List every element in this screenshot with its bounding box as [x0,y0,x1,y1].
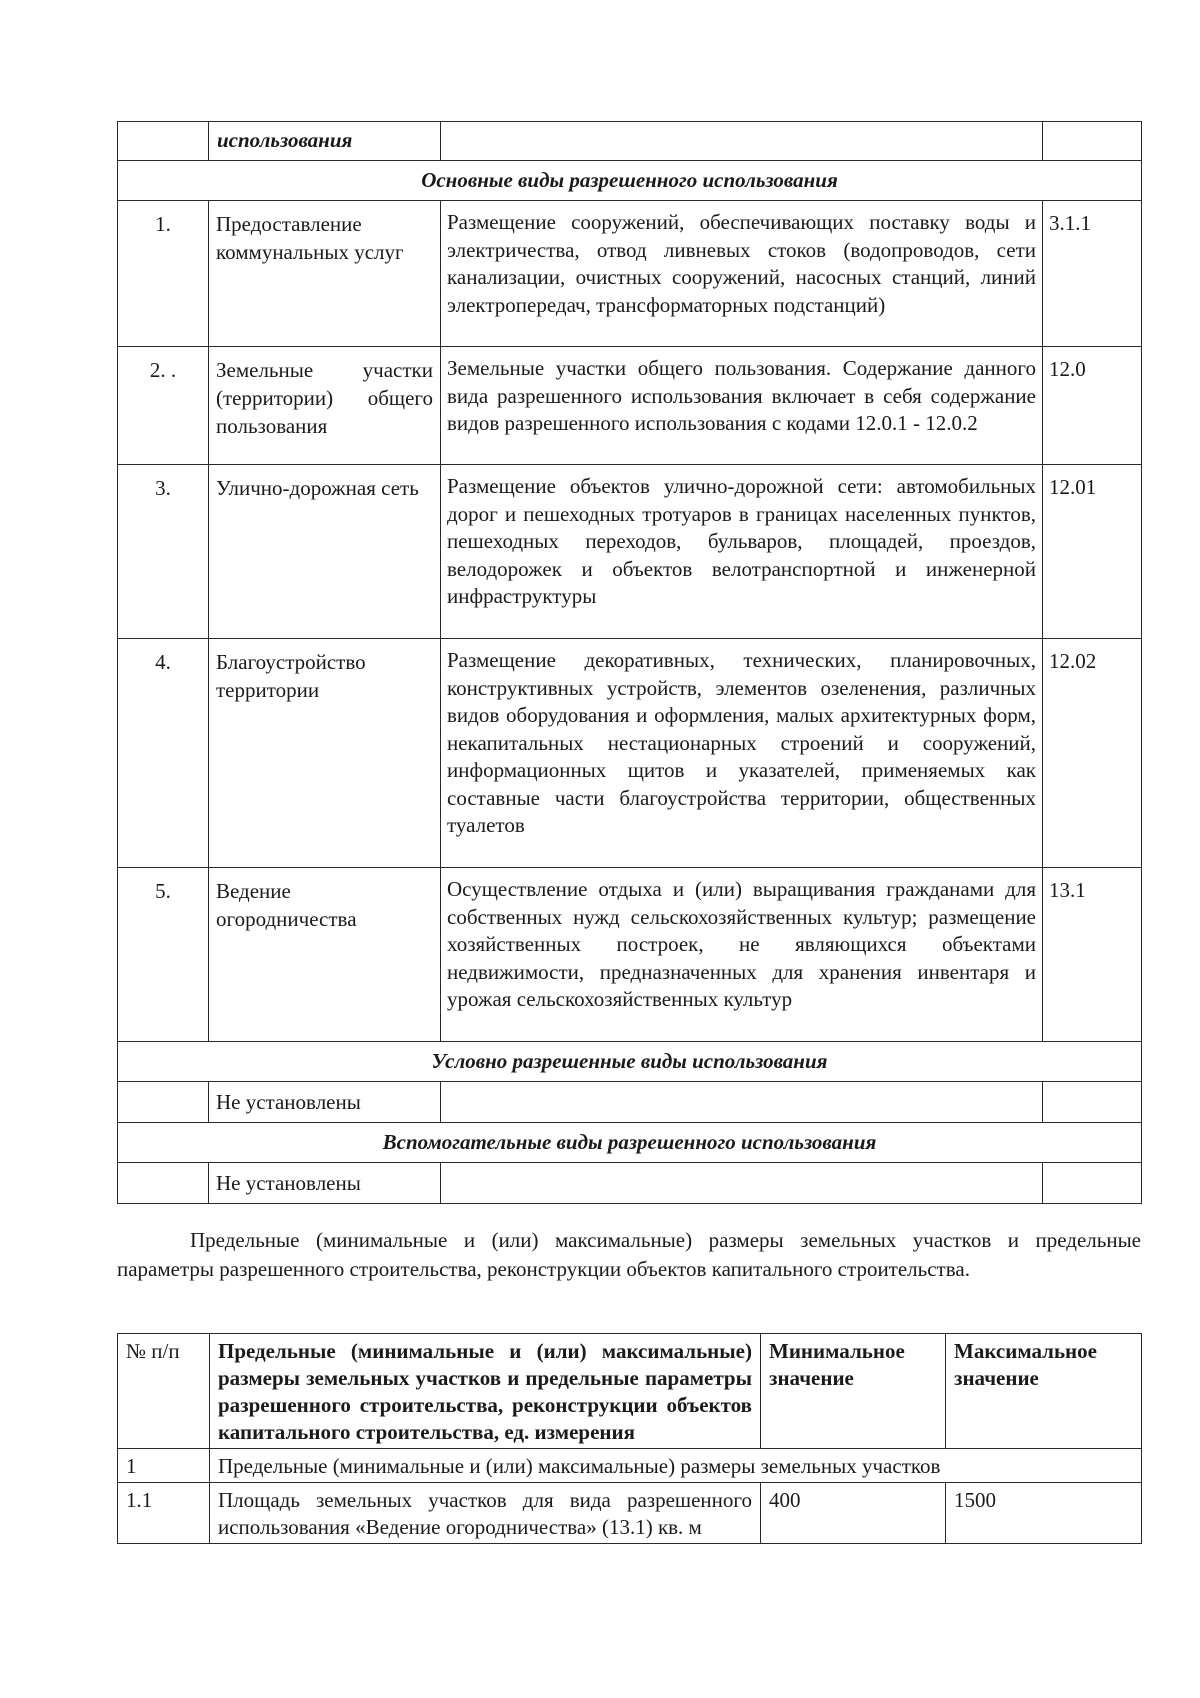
table-row [118,1082,1142,1123]
row-code [1043,1082,1142,1123]
row-name: Не установлены [209,1163,441,1204]
section-title-auxiliary: Вспомогательные виды разрешенного использования [118,1123,1142,1163]
permitted-use-table [117,121,1142,1204]
table-row [118,201,1142,347]
group-row [118,1449,1142,1483]
table-row [118,465,1142,639]
limits-table [117,1333,1142,1544]
row-code [1043,1163,1142,1204]
header-cell-name: использования [209,122,441,161]
row-description: Размещение декоративных, технических, планировочных, конструктивных устройств, элементов озеленения, различных видов оборудования и оформления, малых архитектурных форм, некапитальных нестационарных строений и сооружений, информационных щитов и указателей, применяемых как составные части благоустройства территории, общественных туалетов [441,639,1043,868]
row-name: Земельные участки (территории) общего пользования [209,347,441,465]
header-cell-param: Предельные (минимальные и (или) максимальные) размеры земельных участков и предельные параметры разрешенного строительства, реконструкции объектов капитального строительства, ед. измерения [210,1334,761,1449]
header-cell-num: № п/п [118,1334,210,1449]
row-number: 3. [118,465,209,639]
row-description [441,1163,1043,1204]
row-number: 4. [118,639,209,868]
row-name: Не установлены [209,1082,441,1123]
table-row [118,639,1142,868]
row-param: Площадь земельных участков для вида разрешенного использования «Ведение огородничества» (13.1) кв. м [210,1483,761,1544]
row-description: Размещение сооружений, обеспечивающих поставку воды и электричества, отвод ливневых стоков (водопроводов, сети канализации, очистных сооружений, насосных станций, линий электропередач, трансформаторных подстанций) [441,201,1043,347]
section-row-conditional [118,1042,1142,1082]
row-code: 3.1.1 [1043,201,1142,347]
table-header-row [118,122,1142,161]
row-description [441,1082,1043,1123]
header-cell-desc [441,122,1043,161]
header-cell-num [118,122,209,161]
row-code: 12.02 [1043,639,1142,868]
table-row [118,868,1142,1042]
header-cell-code [1043,122,1142,161]
row-number [118,1163,209,1204]
row-number: 1.1 [118,1483,210,1544]
group-label: Предельные (минимальные и (или) максимальные) размеры земельных участков [210,1449,1142,1483]
header-cell-min: Минимальное значение [761,1334,946,1449]
row-code: 13.1 [1043,868,1142,1042]
section-row-main [118,161,1142,201]
row-number: 1. [118,201,209,347]
row-name: Предоставление коммунальных услуг [209,201,441,347]
row-description: Размещение объектов улично-дорожной сети: автомобильных дорог и пешеходных тротуаров в границах населенных пунктов, пешеходных переходов, бульваров, площадей, проездов, велодорожек и объектов велотранспортной и инженерной инфраструктуры [441,465,1043,639]
row-code: 12.01 [1043,465,1142,639]
group-number: 1 [118,1449,210,1483]
row-description: Осуществление отдыха и (или) выращивания гражданами для собственных нужд сельскохозяйственных культур; размещение хозяйственных построек, не являющихся объектами недвижимости, предназначенных для хранения инвентаря и урожая сельскохозяйственных культур [441,868,1043,1042]
table-row [118,1483,1142,1544]
row-description: Земельные участки общего пользования. Содержание данного вида разрешенного использования включает в себя содержание видов разрешенного использования с кодами 12.0.1 - 12.0.2 [441,347,1043,465]
section-row-auxiliary [118,1123,1142,1163]
row-max-value: 1500 [946,1483,1142,1544]
row-number: 5. [118,868,209,1042]
table-header-row [118,1334,1142,1449]
section-title-conditional: Условно разрешенные виды использования [118,1042,1142,1082]
row-code: 12.0 [1043,347,1142,465]
row-name: Благоустройство территории [209,639,441,868]
row-number [118,1082,209,1123]
table-row [118,347,1142,465]
row-name: Ведение огородничества [209,868,441,1042]
table-row [118,1163,1142,1204]
row-min-value: 400 [761,1483,946,1544]
section-title-main: Основные виды разрешенного использования [118,161,1142,201]
body-paragraph: Предельные (минимальные и (или) максимальные) размеры земельных участков и предельные параметры разрешенного строительства, реконструкции объектов капитального строительства. [117,1228,1141,1281]
row-name: Улично-дорожная сеть [209,465,441,639]
row-number: 2. . [118,347,209,465]
header-cell-max: Максимальное значение [946,1334,1142,1449]
